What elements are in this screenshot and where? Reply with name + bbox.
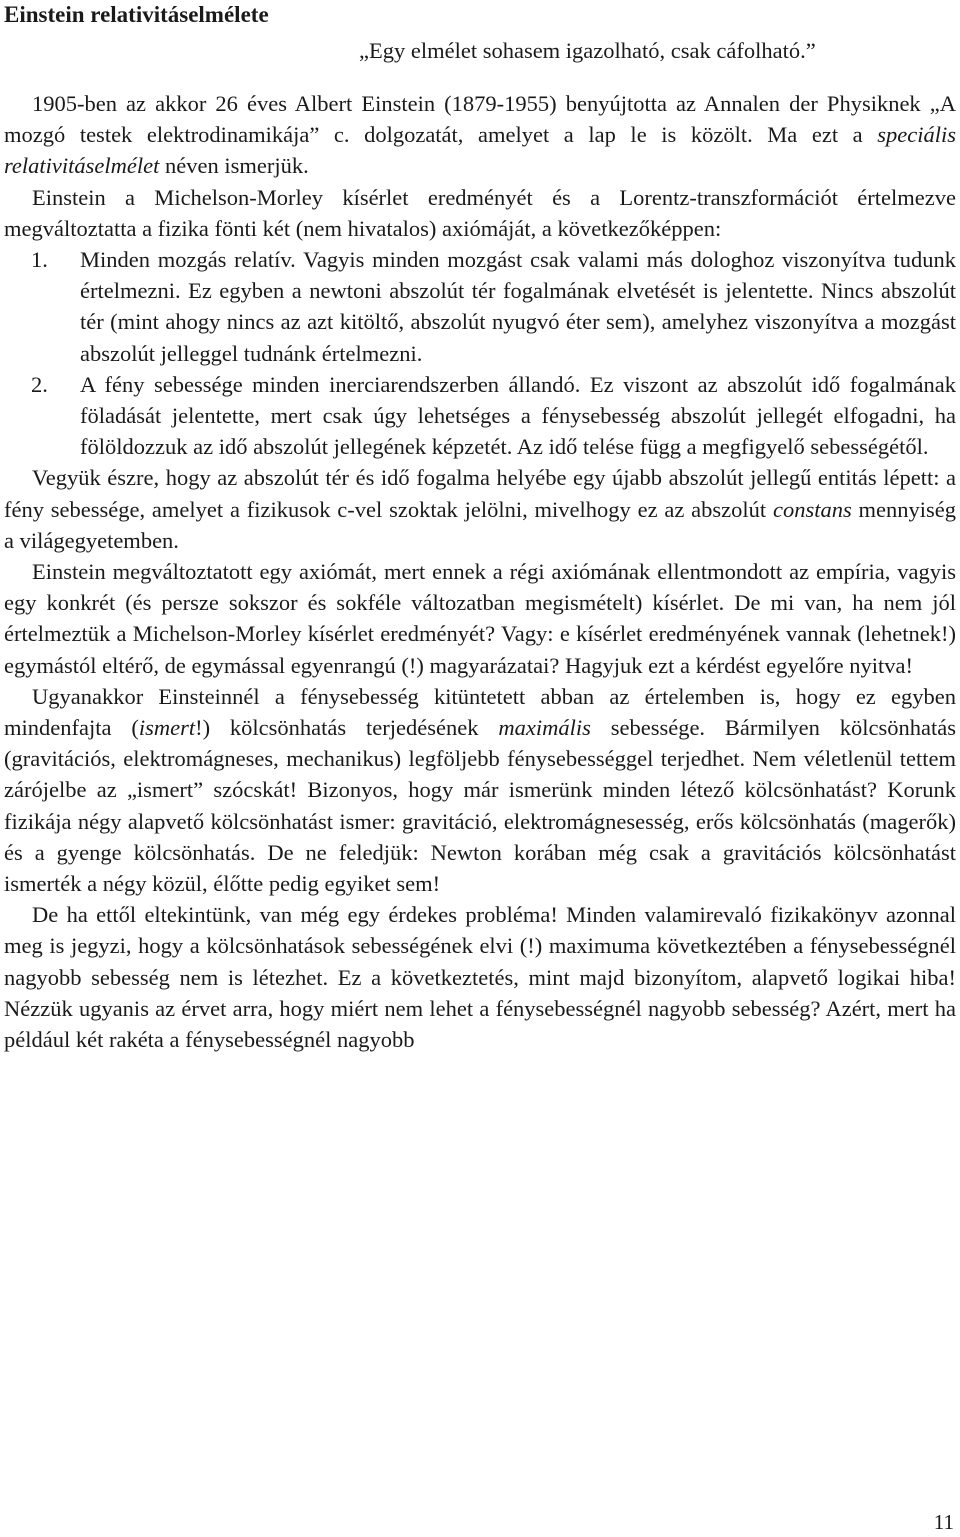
paragraph-interactions-emphasis-2: maximális [498,715,591,741]
paragraph-intro [4,88,956,182]
axiom-number: 2. [31,371,48,397]
paragraph-interactions [4,681,956,899]
paragraph-interactions-text-a: Ugyanakkor Einsteinnél a fénysebesség kitüntetett abban az értelemben is, hogy ez egyben mindenfajta ( [4,683,956,741]
paragraph-light-speed-text-a: Vegyük észre, hogy az abszolút tér és idő fogalma helyébe egy újabb abszolút jellegű entitás lépett: a fény sebessége, amelyet a fizikusok c-vel szoktak jelölni, mivelhogy ez az abszolút [4,465,956,522]
paragraph-interactions-emphasis-1: ismert [138,715,196,741]
axiom-list [4,244,956,462]
paragraph-interactions-text-c: sebessége. Bármilyen kölcsönhatás (gravitációs, elektromágneses, mechanikus) legföljebb fénysebességgel terjedhet. Nem véletlenül tettem zárójelbe az „ismert” szócskát! Bizonyos, hogy már ismerünk minden létező kölcsönhatást? Korunk fizikája négy alapvető kölcsönhatást ismer: gravitáció, elektromágnesesség, erős kölcsönhatás (magerők) és a gyenge kölcsönhatás. De ne feledjük: Newton korában még csak a gravitációs kölcsönhatást ismerték a négy közül, élőtte pedig egyiket sem! [4,715,956,897]
paragraph-problem: De ha ettől eltekintünk, van még egy érdekes probléma! Minden valamirevaló fizikakönyv azonnal meg is jegyzi, hogy a kölcsönhatások sebességének elvi (!) maximuma következtében a fénysebességnél nagyobb sebesség nem is létezhet. Ez a következtetés, mint majd bizonyítom, alapvető logikai hiba! Nézzük ugyanis az érvet arra, hogy miért nem lehet a fénysebességnél nagyobb sebesség? Azért, mert ha például két rakéta a fénysebességnél nagyobb [4,902,956,1053]
page-number: 11 [933,1510,954,1534]
document-page [4,0,956,1055]
paragraph-light-speed-text-b: mennyiség a világegyetemben. [4,496,956,553]
paragraph-intro-emphasis: speciális relativitáselmélet [4,122,956,179]
paragraph-light-speed [4,462,956,556]
document-title: Einstein relativitáselmélete [4,2,269,27]
axiom-text: Minden mozgás relatív. Vagyis minden mozgást csak valami más dologhoz viszonyítva tudunk értelmezni. Ez egyben a newtoni abszolút tér fogalmának elvetését is jelentette. Nincs abszolút tér (mint ahogy nincs az azt kitöltő, abszolút nyugvó éter sem), amelyhez viszonyítva a mozgást abszolút jelleggel tudnánk értelmezni. [80,247,956,366]
axiom-text: A fény sebessége minden inerciarendszerben állandó. Ez viszont az abszolút idő fogalmának föladását jelentette, mert csak úgy lehetséges a fénysebesség abszolút jellegét elfogadni, ha fölöldozzuk az idő abszolút jellegének képzetét. Az idő telése függ a megfigyelő sebességétől. [80,371,956,460]
axiom-item-2 [4,369,956,463]
paragraph-interactions-text-b: !) kölcsönhatás terjedésének [195,715,499,741]
paragraph-axiom-change: Einstein megváltoztatott egy axiómát, mert ennek a régi axiómának ellentmondott az empíria, vagyis egy konkrét (és persze sokszor és sokféle változatban megismételt) kísérlet. De mi van, ha nem jól értelmeztük a Michelson-Morley kísérlet eredményét? Vagy: e kísérlet eredményének vannak (lehetnek!) egymástól eltérő, de egymással egyenrangú (!) magyarázatai? Hagyjuk ezt a kérdést egyelőre nyitva! [4,559,956,678]
motto-quote: „Egy elmélet sohasem igazolható, csak cáfolható.” [359,38,816,63]
paragraph-intro-text-b: néven ismerjük. [159,153,309,179]
axiom-item-1 [4,244,956,369]
axiom-number: 1. [31,247,48,273]
paragraph-intro-text-a: 1905-ben az akkor 26 éves Albert Einstein (1879-1955) benyújtotta az Annalen der Physiknek „A mozgó testek elektrodinamikája” c. dolgozatát, amelyet a lap le is közölt. Ma ezt a [4,91,956,148]
paragraph-axioms-intro: Einstein a Michelson-Morley kísérlet eredményét és a Lorentz-transzformációt értelmezve megváltoztatta a fizika fönti két (nem hivatalos) axiómáját, a következőképpen: [4,184,956,241]
paragraph-light-speed-emphasis: constans [772,496,852,522]
